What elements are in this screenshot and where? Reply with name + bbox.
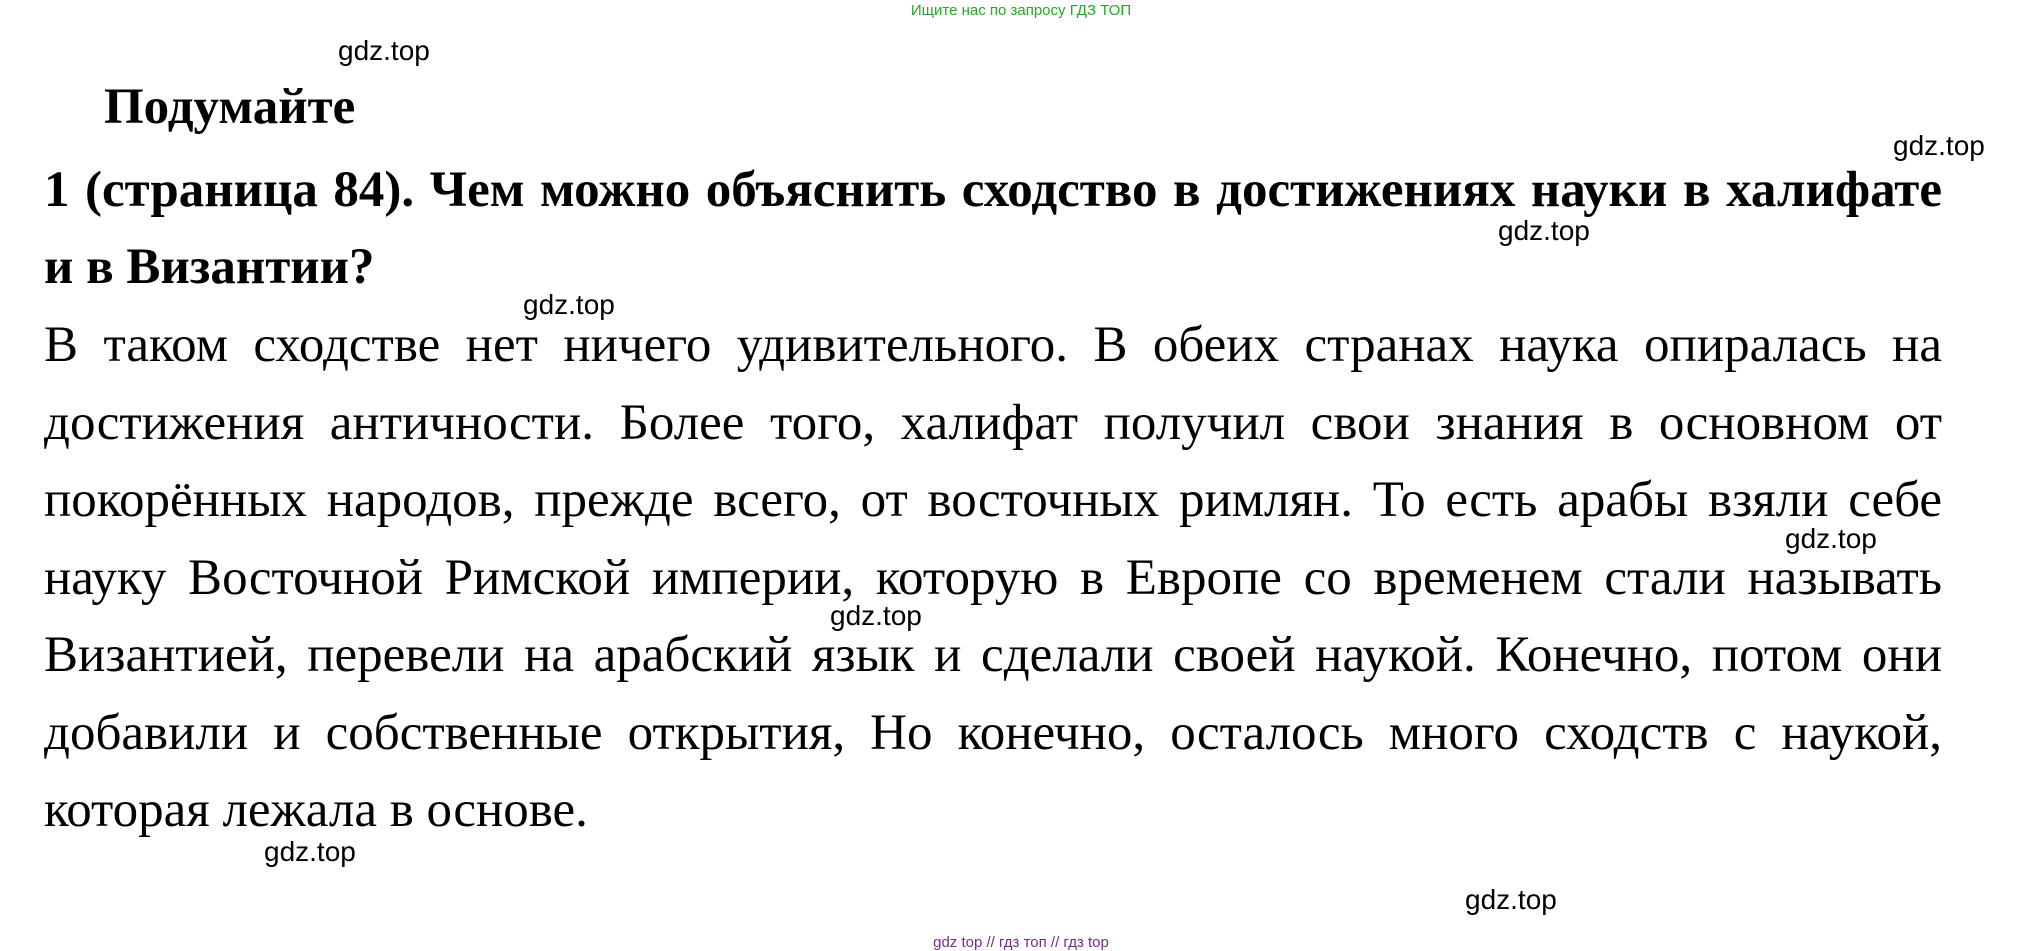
watermark: gdz.top xyxy=(830,600,922,631)
answer-text: В таком сходстве нет ничего удивительного. В обеих странах наука опиралась на достижения античности. Более того, халифат получил свои знания в основном от покорённых народов, прежде всего, от восточных римлян. То есть арабы взяли себе науку Восточной Римской империи, которую в Европе со временем стали называть Византией, перевели на арабский язык и сделали своей наукой. Конечно, потом они добавили и собственные открытия, Но конечно, осталось много сходств с наукой, которая лежала в основе. xyxy=(44,317,1942,838)
section-heading: Подумайте xyxy=(104,79,356,135)
watermark: gdz.top xyxy=(338,35,430,66)
question-text: 1 (страница 84). Чем можно объяснить сходство в достижениях науки в халифате и в Византии? xyxy=(44,162,1942,295)
watermark: gdz.top xyxy=(1465,884,1557,915)
watermark: gdz.top xyxy=(1893,130,1985,161)
watermark: gdz.top xyxy=(264,836,356,867)
watermark: gdz.top xyxy=(523,289,615,320)
top-banner: Ищите нас по запросу ГДЗ ТОП xyxy=(910,2,1132,19)
footer-links: gdz top // гдз топ // гдз top xyxy=(933,934,1109,951)
watermark: gdz.top xyxy=(1498,215,1590,246)
watermark: gdz.top xyxy=(1785,523,1877,554)
